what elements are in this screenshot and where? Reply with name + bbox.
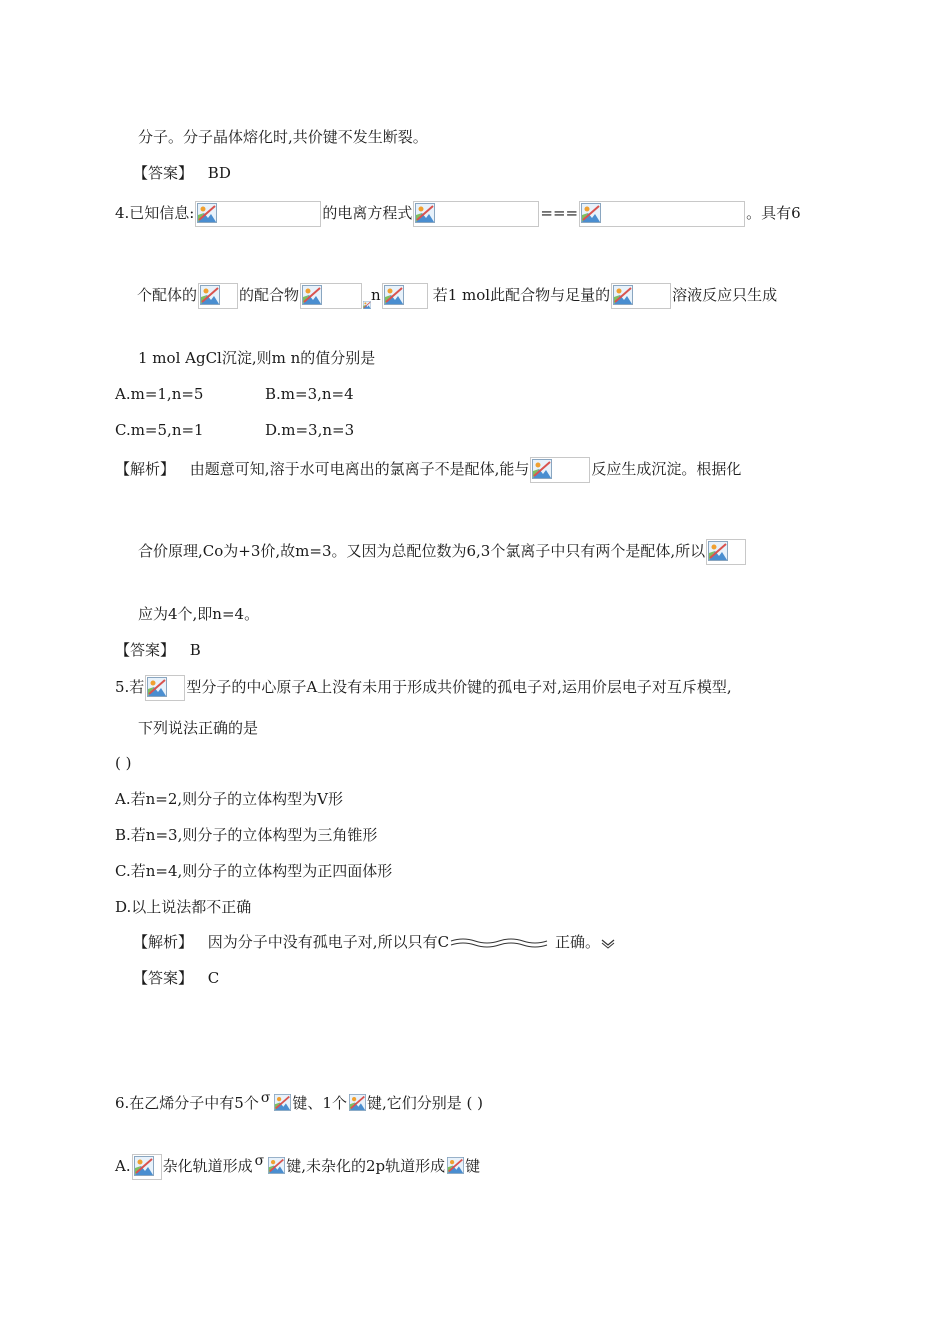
option-row [115, 896, 251, 918]
analysis-line-1 [115, 457, 741, 483]
option-row [265, 383, 354, 405]
question-4-text: 溶液反应只生成 [672, 286, 778, 304]
broken-image-icon [132, 1154, 162, 1180]
question-4-text: 的电离方程式 [322, 204, 413, 222]
answer-value: B [189, 641, 201, 659]
question-5-text: 下列说法正确的是 [138, 719, 259, 737]
question-6-line [115, 1087, 483, 1115]
analysis-text: 应为4个,即n=4。 [138, 605, 260, 623]
question-5-text: 5.若 [115, 678, 145, 696]
question-5-line-1 [115, 675, 732, 701]
answer-value: C [207, 969, 220, 987]
analysis-label: 【解析】 [115, 460, 176, 478]
paragraph-text: 分子。分子晶体熔化时,共价键不发生断裂。 [138, 128, 428, 146]
answer-line [133, 162, 231, 184]
option-b: B.若n=3,则分子的立体构型为三角锥形 [115, 826, 378, 844]
question-6-text: 键、1个 [292, 1094, 347, 1112]
option-text: 杂化轨道形成 [162, 1157, 253, 1175]
option-b: B.m=3,n=4 [265, 385, 354, 403]
broken-image-icon [195, 201, 321, 227]
question-4-line-1 [115, 201, 801, 227]
option-c: C.m=5,n=1 [115, 421, 204, 439]
answer-label: 【答案】 [133, 969, 194, 987]
option-d: D.m=3,n=3 [265, 421, 355, 439]
broken-image-icon [145, 675, 185, 701]
option-row [115, 824, 377, 846]
option-text: 键,未杂化的2p轨道形成 [286, 1157, 446, 1175]
broken-image-icon [611, 283, 671, 309]
answer-value: BD [207, 164, 231, 182]
broken-image-icon [198, 283, 238, 309]
question-4-text: 个配体的 [137, 286, 198, 304]
broken-image-icon [530, 457, 590, 483]
option-d: D.以上说法都不正确 [115, 898, 252, 916]
question-6-text: 键,它们分别是 ( ) [366, 1094, 483, 1112]
analysis-text: 合价原理,Co为+3价,故m=3。又因为总配位数为6,3个氯离子中只有两个是配体,所以 [138, 542, 706, 560]
option-row [265, 419, 354, 441]
option-row [115, 788, 343, 810]
small-image-icon [363, 301, 371, 309]
option-row [115, 419, 204, 441]
analysis-line-2 [138, 539, 747, 565]
broken-image-icon [706, 539, 746, 565]
option-a: A.若n=2,则分子的立体构型为V形 [115, 790, 343, 808]
question-6-option-a [115, 1150, 480, 1180]
analysis-line [133, 931, 616, 953]
equation-operator: === [540, 204, 579, 222]
broken-image-icon [446, 1156, 464, 1178]
analysis-label: 【解析】 [133, 933, 194, 951]
question-4-text: 若1 mol此配合物与足量的 [432, 286, 611, 304]
question-6-text: 6.在乙烯分子中有5个 [115, 1094, 259, 1112]
broken-image-icon [382, 283, 428, 309]
option-a: A.m=1,n=5 [115, 385, 204, 403]
answer-label: 【答案】 [133, 164, 194, 182]
broken-image-icon [300, 283, 362, 309]
option-row [115, 860, 392, 882]
answer-line [133, 967, 219, 989]
question-5-text: 型分子的中心原子A上没有未用于形成共价键的孤电子对,运用价层电子对互斥模型, [186, 678, 732, 696]
option-row [115, 383, 203, 405]
analysis-line-3 [138, 603, 259, 625]
wavy-underline-icon [449, 935, 555, 951]
answer-line [115, 639, 201, 661]
answer-blank: ( ) [115, 754, 132, 772]
question-5-line-2 [138, 717, 258, 739]
question-4-text: 。具有6 [746, 204, 801, 222]
question-5-paren [115, 752, 131, 774]
analysis-text: 反应生成沉淀。根据化 [591, 460, 742, 478]
analysis-text: 正确。 [555, 933, 601, 951]
broken-image-icon [267, 1156, 285, 1178]
analysis-text: 由题意可知,溶于水可电离出的氯离子不是配体,能与 [189, 460, 530, 478]
broken-image-icon [413, 201, 539, 227]
option-a: A. [115, 1157, 131, 1175]
answer-label: 【答案】 [115, 641, 176, 659]
broken-image-icon [273, 1093, 291, 1115]
chevron-down-icon [600, 937, 616, 949]
analysis-text: 因为分子中没有孤电子对,所以只有C [207, 933, 450, 951]
broken-image-icon [579, 201, 745, 227]
option-c: C.若n=4,则分子的立体构型为正四面体形 [115, 862, 393, 880]
question-4-text: 1 mol AgCl沉淀,则m n的值分别是 [138, 349, 376, 367]
sigma-symbol: σ [260, 1090, 271, 1106]
broken-image-icon [348, 1093, 366, 1115]
question-4-text: 的配合物 [239, 286, 300, 304]
text-line [138, 126, 428, 148]
question-4-line-2 [137, 283, 777, 309]
question-4-text: n [371, 286, 381, 304]
sigma-symbol: σ [254, 1153, 265, 1169]
option-text: 键 [465, 1157, 481, 1175]
question-4-text: 4.已知信息: [115, 204, 195, 222]
question-4-line-3 [138, 347, 375, 369]
